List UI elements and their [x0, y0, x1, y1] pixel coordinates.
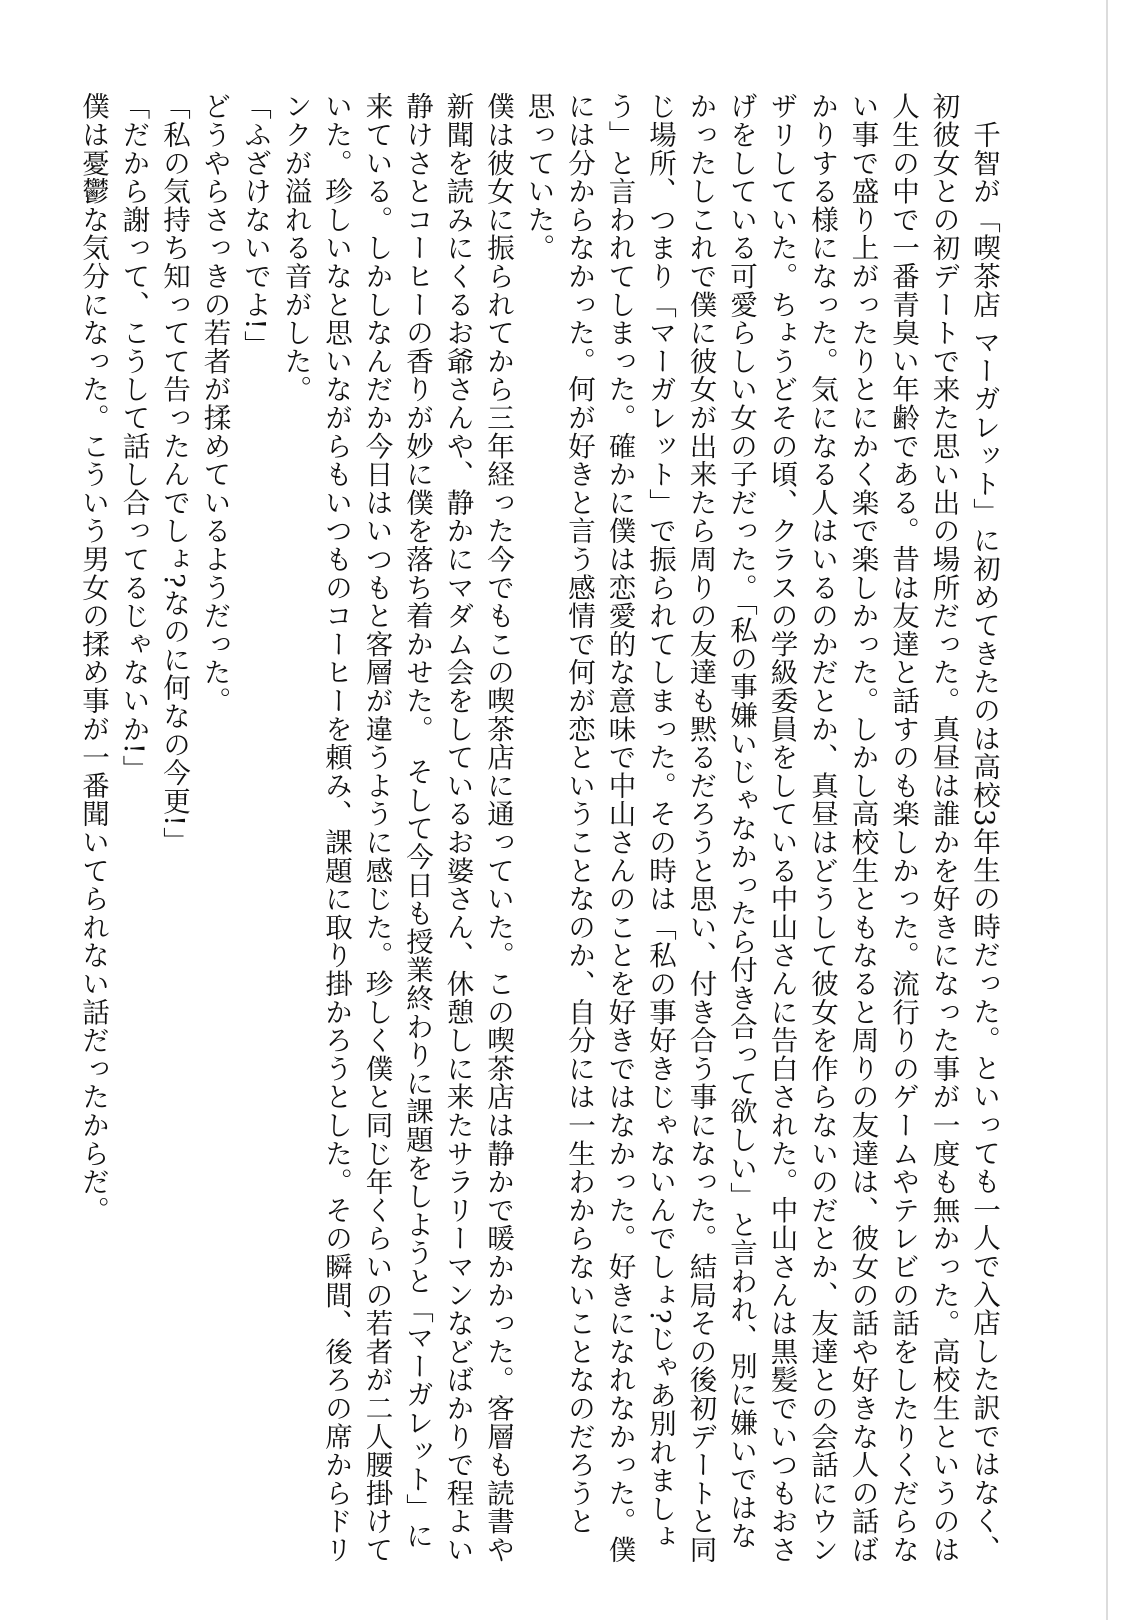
text-line: 初彼女との初デートで来た思い出の場所だった。真昼は誰かを好きになった事が一度も無かった。高校生というのは: [927, 92, 960, 1564]
text-line: 千智が「喫茶店 マーガレット」に初めてきたのは高校3年生の時だった。といっても一人で入店した訳ではなく、: [968, 92, 1000, 1564]
vertical-text-body: [73, 92, 1005, 1572]
text-line: じ場所、つまり「マーガレット」で振られてしまった。その時は「私の事好きじゃないんでしょ?じゃあ別れましょ: [644, 92, 676, 1551]
text-line: かりする様になった。気になる人はいるのかだとか、真昼はどうして彼女を作らないのだとか、友達との会話にウン: [806, 92, 838, 1564]
text-line: いた。珍しいなと思いながらもいつものコーヒーを頼み、課題に取り掛かろうとした。その瞬間、後ろの席からドリ: [320, 92, 352, 1564]
text-line: 思っていた。: [522, 92, 555, 262]
text-line: 人生の中で一番青臭い年齢である。昔は友達と話すのも楽しかった。流行りのゲームやテレビの話をしたりくだらな: [887, 92, 919, 1564]
text-line: どうやらさっきの若者が揉めているようだった。: [198, 92, 231, 715]
text-line: う」と言われてしまった。確かに僕は恋愛的な意味で中山さんのことを好きではなかった。好きになれなかった。僕: [603, 92, 636, 1564]
text-line: げをしている可愛らしい女の子だった。「私の事嫌いじゃなかったら付き合って欲しい」と言われ、別に嫌いではな: [725, 92, 757, 1550]
text-line: ンクが溢れる音がした。: [279, 92, 312, 404]
dialogue-line: 「私の気持ち知ってて告ったんでしょ?なのに何なの今更!」: [158, 92, 190, 856]
text-line: 静けさとコーヒーの香りが妙に僕を落ち着かせた。 そして今日も授業終わりに課題をしようと「マーガレット」に: [401, 92, 433, 1550]
text-line: には分からなかった。何が好きと言う感情で何が恋ということなのか、自分には一生わからないことなのだろうと: [563, 92, 595, 1536]
text-line: い事で盛り上がったりとにかく楽で楽しかった。しかし高校生ともなると周りの友達は、彼女の話や好きな人の話ば: [846, 92, 879, 1564]
text-line: 新聞を読みにくるお爺さんや、静かにマダム会をしているお婆さん、休憩しに来たサラリーマンなどばかりで程よい: [441, 92, 474, 1564]
text-line: 僕は憂鬱な気分になった。こういう男女の揉め事が一番聞いてられない話だったからだ。: [77, 92, 109, 1224]
page-edge-divider: [1106, 0, 1108, 1620]
dialogue-line: 「ふざけないでよ!」: [239, 92, 271, 359]
text-line: かったしこれで僕に彼女が出来たら周りの友達も黙るだろうと思い、付き合う事になった。結局その後初デートと同: [684, 92, 717, 1564]
dialogue-line: 「だから謝って、こうして話し合ってるじゃないか!」: [117, 92, 150, 784]
text-line: ザリしていた。ちょうどその頃、クラスの学級委員をしている中山さんに告白された。中山さんは黒髪でいつもおさ: [765, 92, 798, 1564]
text-line: 来ている。しかしなんだか今日はいつもと客層が違うように感じた。珍しく僕と同じ年くらいの若者が二人腰掛けて: [360, 92, 393, 1564]
text-line: 僕は彼女に振られてから三年経った今でもこの喫茶店に通っていた。この喫茶店は静かで暖かかった。客層も読書や: [482, 92, 514, 1564]
